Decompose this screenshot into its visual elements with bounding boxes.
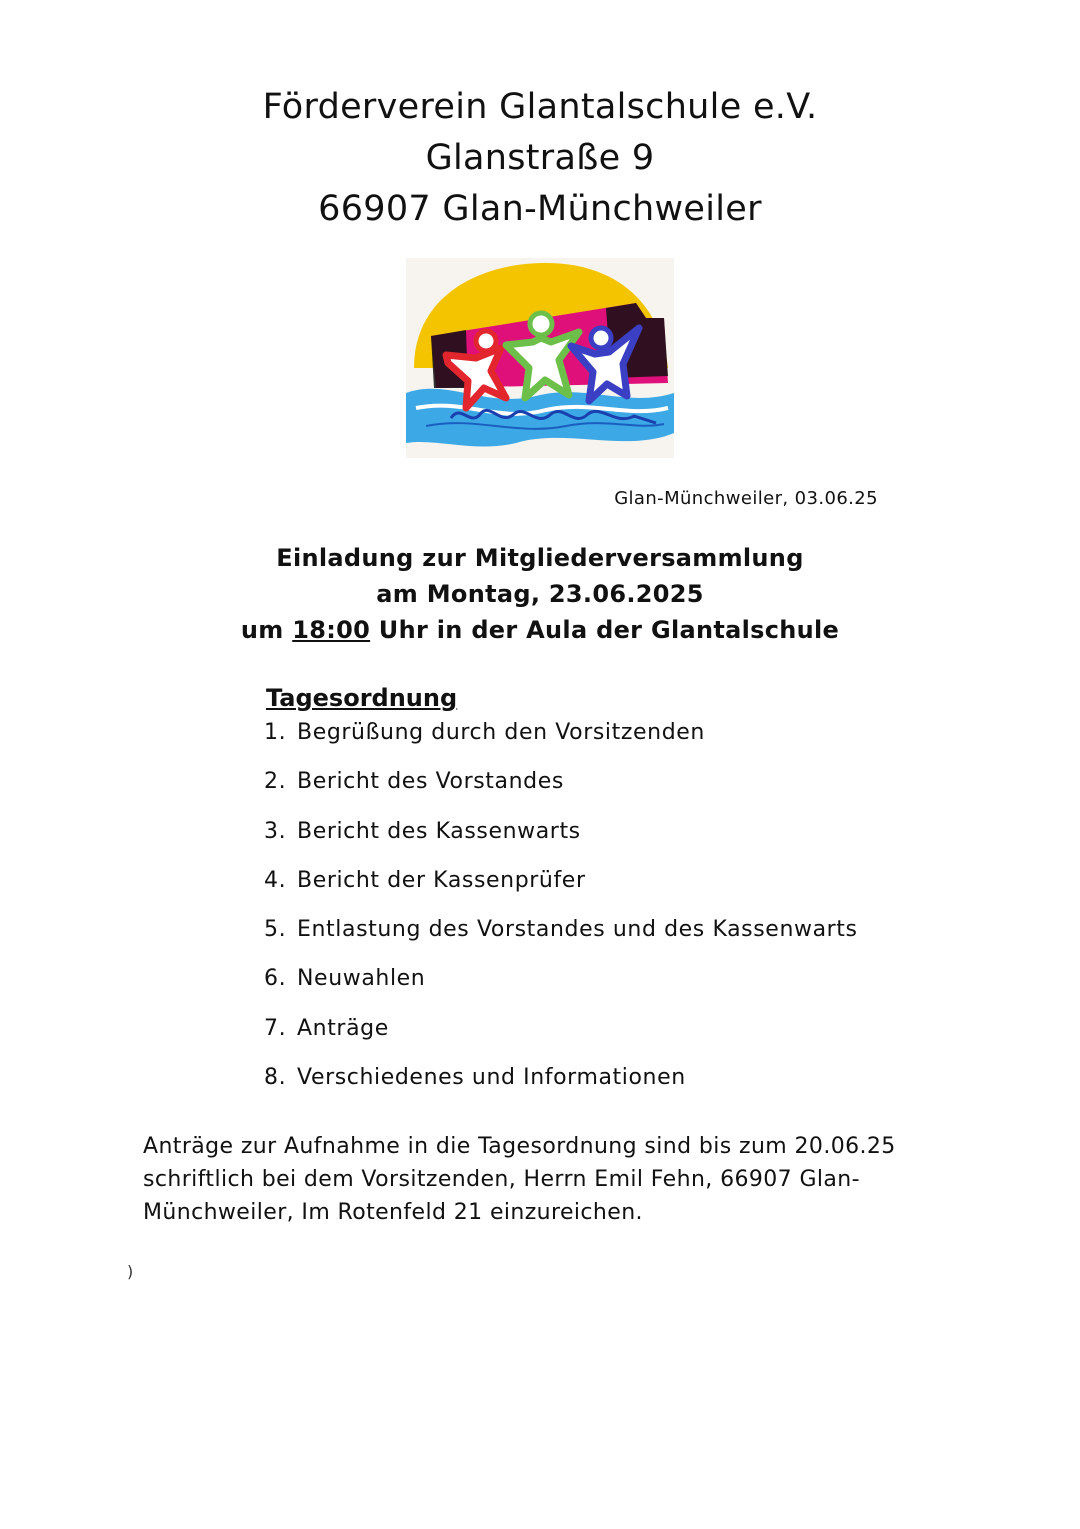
submission-note: Anträge zur Aufnahme in die Tagesordnung sind bis zum 20.06.25 schriftlich bei dem Vorsitzenden, Herrn Emil Fehn, 66907 Glan-Münchweiler, Im Rotenfeld 21 einzureichen. <box>143 1134 896 1225</box>
item-text: Bericht des Kassenwarts <box>297 818 581 844</box>
letterhead <box>0 82 1080 235</box>
list-item <box>264 913 858 962</box>
time-prefix: um <box>240 616 284 644</box>
item-number: 5. <box>264 917 287 943</box>
org-city: 66907 Glan-Münchweiler <box>318 189 762 229</box>
list-item <box>264 1061 858 1110</box>
stray-mark: ) <box>127 1262 134 1281</box>
meeting-time: 18:00 <box>292 616 371 644</box>
list-item <box>264 864 858 913</box>
item-text: Entlastung des Vorstandes und des Kassenwarts <box>297 917 858 943</box>
agenda-title: Tagesordnung <box>266 684 458 712</box>
invitation-date: am Montag, 23.06.2025 <box>376 580 704 608</box>
org-street: Glanstraße 9 <box>425 138 655 178</box>
item-number: 3. <box>264 818 287 844</box>
item-text: Anträge <box>297 1015 389 1041</box>
location: Uhr in der Aula der Glantalschule <box>378 616 840 644</box>
item-number: 7. <box>264 1015 287 1041</box>
item-text: Verschiedenes und Informationen <box>297 1065 686 1091</box>
agenda-list <box>264 716 858 1110</box>
invitation-block <box>0 540 1080 648</box>
date-line: Glan-Münchweiler, 03.06.25 <box>614 488 878 509</box>
school-logo-icon <box>406 258 674 458</box>
list-item <box>264 765 858 814</box>
item-text: Bericht des Vorstandes <box>297 769 564 795</box>
list-item <box>264 1012 858 1061</box>
item-number: 1. <box>264 720 287 745</box>
invitation-title: Einladung zur Mitgliederversammlung <box>276 544 804 572</box>
list-item <box>264 815 858 864</box>
item-number: 8. <box>264 1065 287 1091</box>
school-logo <box>406 258 674 458</box>
item-number: 2. <box>264 769 287 795</box>
list-item <box>264 962 858 1011</box>
item-number: 4. <box>264 867 287 893</box>
item-text: Bericht der Kassenprüfer <box>297 867 586 893</box>
item-text: Neuwahlen <box>297 966 426 992</box>
list-item <box>264 716 858 765</box>
item-number: 6. <box>264 966 287 992</box>
org-name: Förderverein Glantalschule e.V. <box>262 87 818 127</box>
item-text: Begrüßung durch den Vorsitzenden <box>297 720 705 745</box>
invitation-time-place <box>0 612 1080 648</box>
